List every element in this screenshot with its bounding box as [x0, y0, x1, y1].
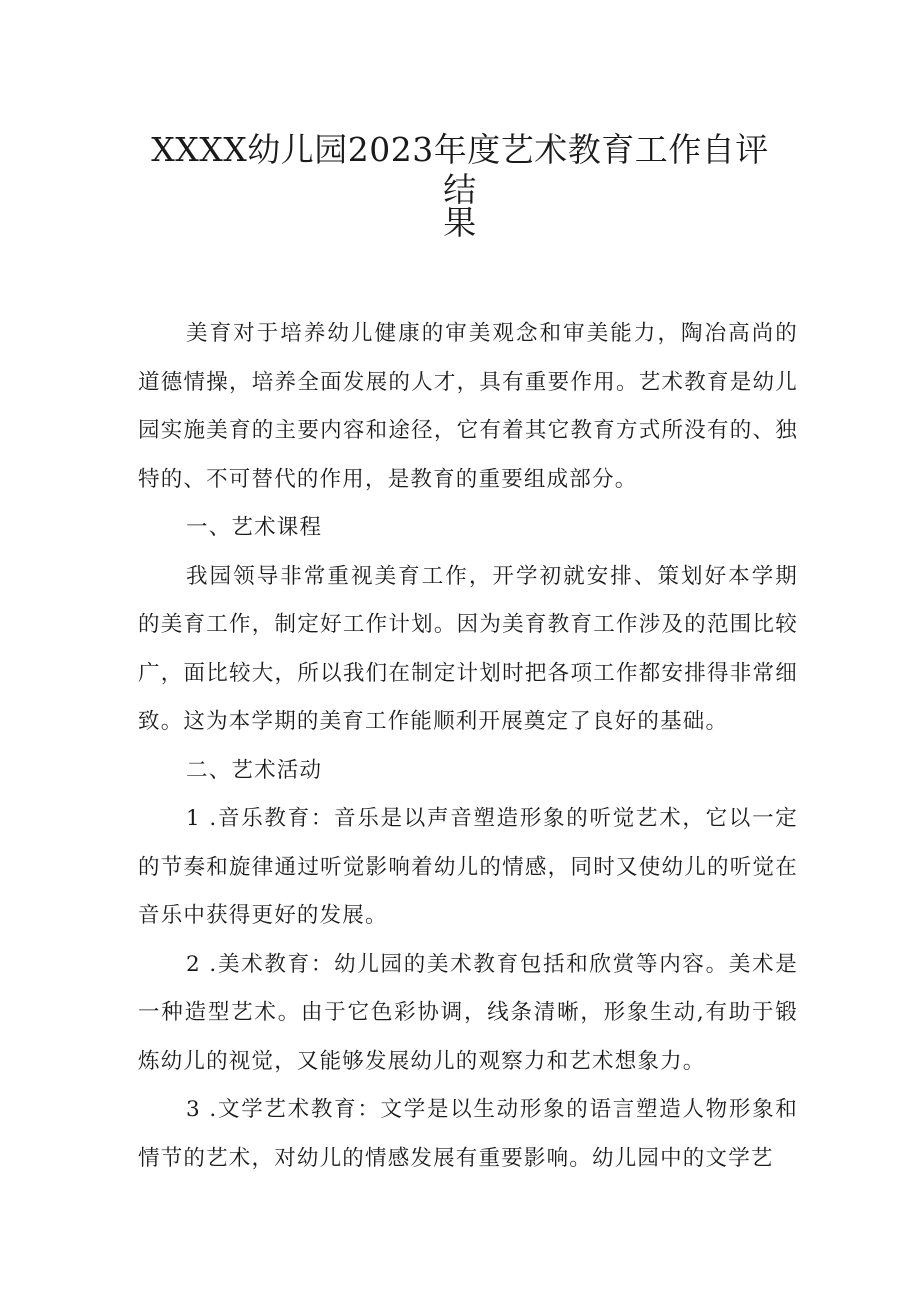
music-education-paragraph: 1 .音乐教育：音乐是以声音塑造形象的听觉艺术，它以一定的节奏和旋律通过听觉影响着幼儿的情感，同时又使幼儿的听觉在音乐中获得更好的发展。	[138, 806, 798, 928]
literature-education-paragraph: 3 .文学艺术教育：文学是以生动形象的语言塑造人物形象和情节的艺术，对幼儿的情感发展有重要影响。幼儿园中的文学艺	[138, 1097, 798, 1171]
curriculum-paragraph: 我园领导非常重视美育工作，开学初就安排、策划好本学期的美育工作，制定好工作计划。因为美育教育工作涉及的范围比较广，面比较大，所以我们在制定计划时把各项工作都安排得非常细致。这为本学期的美育工作能顺利开展奠定了良好的基础。	[138, 563, 798, 734]
intro-paragraph: 美育对于培养幼儿健康的审美观念和审美能力，陶冶高尚的道德情操，培养全面发展的人才，具有重要作用。艺术教育是幼儿园实施美育的主要内容和途径，它有着其它教育方式所没有的、独特的、不可替代的作用，是教育的重要组成部分。	[138, 321, 798, 492]
document-body	[138, 310, 798, 1183]
section-heading-art-curriculum: 一、艺术课程	[186, 515, 323, 540]
document-title-line-1: XXXX幼儿园2023年度艺术教育工作自评结	[151, 130, 769, 209]
document-title-line-2: 果	[443, 203, 477, 242]
section-heading-art-activities: 二、艺术活动	[186, 757, 323, 783]
fine-arts-education-paragraph: 2 .美术教育：幼儿园的美术教育包括和欣赏等内容。美术是一种造型艺术。由于它色彩协调，线条清晰，形象生动,有助于锻炼幼儿的视觉，又能够发展幼儿的观察力和艺术想象力。	[138, 951, 798, 1074]
